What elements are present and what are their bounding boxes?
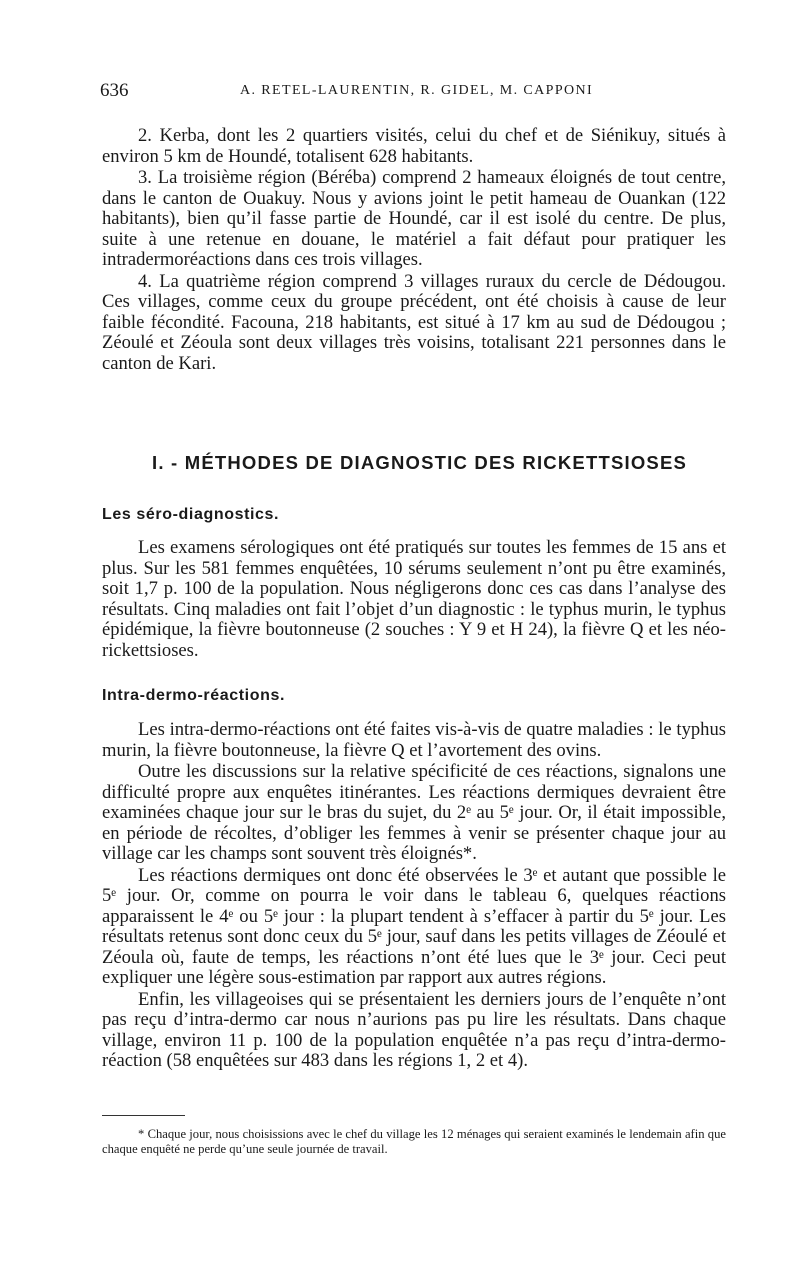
- paragraph: 4. La quatrième région comprend 3 villages ruraux du cercle de Dédougou. Ces villages, comme ceux du groupe précédent, ont été choisis à cause de leur faible fécondité. Facouna, 218 habitants, est situé à 17 km au sud de Dédougou ; Zéoulé et Zéoula sont deux villages très voisins, totalisant 221 personnes dans le canton de Kari.: [102, 270, 726, 374]
- page-number: 636: [100, 80, 129, 101]
- idr-text: [102, 720, 726, 1072]
- footnote-divider: [102, 1115, 185, 1116]
- footnote: [102, 1127, 726, 1157]
- subheading-sero: Les séro-diagnostics.: [102, 506, 280, 523]
- paragraph: 2. Kerba, dont les 2 quartiers visités, celui du chef et de Siénikuy, situés à environ 5 km de Houndé, totalisent 628 habitants.: [102, 125, 726, 167]
- page-header: [100, 80, 726, 104]
- sero-text: [102, 538, 726, 661]
- paragraph: Outre les discussions sur la relative spécificité de ces réactions, signalons une difficulté propre aux enquêtes itinérantes. Les réactions dermiques devraient être examinées chaque jour sur le bras du sujet, du 2ᵉ au 5ᵉ jour. Or, il était impossible, en période de récoltes, d’obliger les femmes à venir se présenter chaque jour au village car les champs sont souvent très éloignés*.: [102, 761, 726, 864]
- running-head: A. RETEL-LAURENTIN, R. GIDEL, M. CAPPONI: [240, 83, 594, 98]
- paragraph: Les intra-dermo-réactions ont été faites vis-à-vis de quatre maladies : le typhus murin, la fièvre boutonneuse, la fièvre Q et l’avortement des ovins.: [102, 719, 726, 761]
- section-heading: I. - MÉTHODES DE DIAGNOSTIC DES RICKETTSIOSES: [152, 452, 688, 473]
- footnote-text: * Chaque jour, nous choisissions avec le chef du village les 12 ménages qui seraient examinés le lendemain afin que chaque enquêté ne perde qu’une seule journée de travail.: [102, 1127, 726, 1156]
- subheading-idr: Intra-dermo-réactions.: [102, 687, 286, 704]
- paragraph: Enfin, les villageoises qui se présentaient les derniers jours de l’enquête n’ont pas reçu d’intra-dermo car nous n’aurions pas pu lire les résultats. Dans chaque village, environ 11 p. 100 de la population enquêtée n’a pas reçu d’intra-dermo-réaction (58 enquêtées sur 483 dans les régions 1, 2 et 4).: [102, 988, 726, 1071]
- intro-text: [102, 126, 726, 374]
- paragraph: 3. La troisième région (Béréba) comprend 2 hameaux éloignés de tout centre, dans le canton de Ouakuy. Nous y avions joint le petit hameau de Ouankan (122 habitants), bien qu’il fasse partie de Houndé, car il est isolé du centre. De plus, suite à une retenue en douane, le matériel a fait défaut pour pratiquer les intradermoréactions dans ces trois villages.: [102, 167, 726, 270]
- paragraph: Les examens sérologiques ont été pratiqués sur toutes les femmes de 15 ans et plus. Sur les 581 femmes enquêtées, 10 sérums seulement n’ont pu être examinés, soit 1,7 p. 100 de la population. Nous négligerons donc ces cas dans l’analyse des résultats. Cinq maladies ont fait l’objet d’un diagnostic : le typhus murin, le typhus épidémique, la fièvre boutonneuse (2 souches : Y 9 et H 24), la fièvre Q et les néo-rickettsioses.: [102, 537, 726, 661]
- paragraph: Les réactions dermiques ont donc été observées le 3ᵉ et autant que possible le 5ᵉ jour. Or, comme on pourra le voir dans le tableau 6, quelques réactions apparaissent le 4ᵉ ou 5ᵉ jour : la plupart tendent à s’effacer à partir du 5ᵉ jour. Les résultats retenus sont donc ceux du 5ᵉ jour, sauf dans les petits villages de Zéoulé et Zéoula où, faute de temps, les réactions n’ont été lues que le 3ᵉ jour. Ceci peut expliquer une légère sous-estimation par rapport aux autres régions.: [102, 864, 726, 988]
